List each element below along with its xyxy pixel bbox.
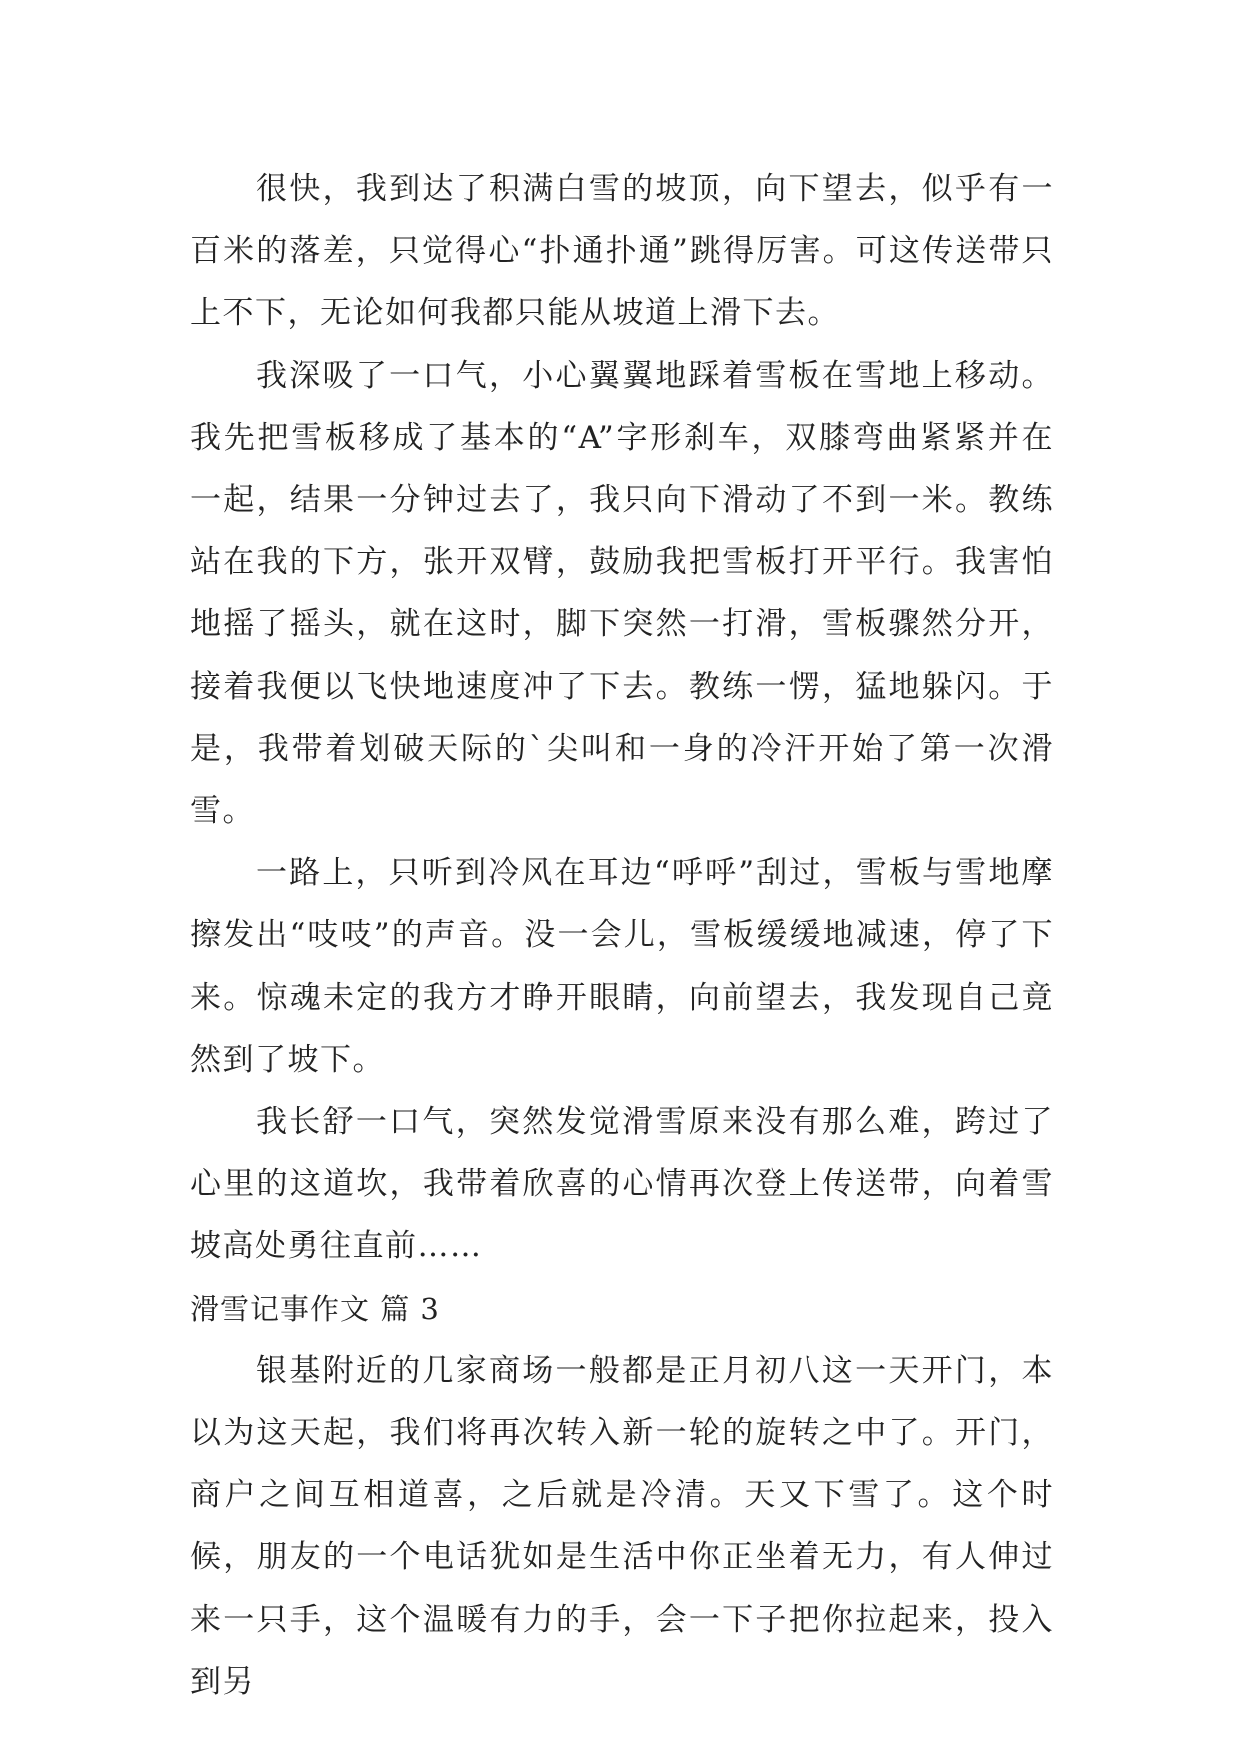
paragraph: 一路上，只听到冷风在耳边“呼呼”刮过，雪板与雪地摩擦发出“吱吱”的声音。没一会儿，雪板缓缓地减速，停了下来。惊魂未定的我方才睁开眼睛，向前望去，我发现自己竟然到了坡下。 xyxy=(190,855,1054,1078)
paragraph: 我长舒一口气，突然发觉滑雪原来没有那么难，跨过了心里的这道坎，我带着欣喜的心情再次登上传送带，向着雪坡高处勇往直前…… xyxy=(190,1104,1054,1265)
section-heading: 滑雪记事作文 篇 3 xyxy=(190,1291,440,1326)
paragraph: 很快，我到达了积满白雪的坡顶，向下望去，似乎有一百米的落差，只觉得心“扑通扑通”跳得厉害。可这传送带只上不下，无论如何我都只能从坡道上滑下去。 xyxy=(190,171,1054,332)
paragraph: 我深吸了一口气，小心翼翼地踩着雪板在雪地上移动。我先把雪板移成了基本的“A”字形刹车，双膝弯曲紧紧并在一起，结果一分钟过去了，我只向下滑动了不到一米。教练站在我的下方，张开双臂，鼓励我把雪板打开平行。我害怕地摇了摇头，就在这时，脚下突然一打滑，雪板骤然分开，接着我便以飞快地速度冲了下去。教练一愣，猛地躲闪。于是，我带着划破天际的`尖叫和一身的冷汗开始了第一次滑雪。 xyxy=(190,357,1054,830)
document-page xyxy=(190,158,1054,1713)
paragraph: 银基附近的几家商场一般都是正月初八这一天开门，本以为这天起，我们将再次转入新一轮的旋转之中了。开门，商户之间互相道喜，之后就是冷清。天又下雪了。这个时候，朋友的一个电话犹如是生活中你正坐着无力，有人伸过来一只手，这个温暖有力的手，会一下子把你拉起来，投入到另 xyxy=(190,1352,1054,1700)
